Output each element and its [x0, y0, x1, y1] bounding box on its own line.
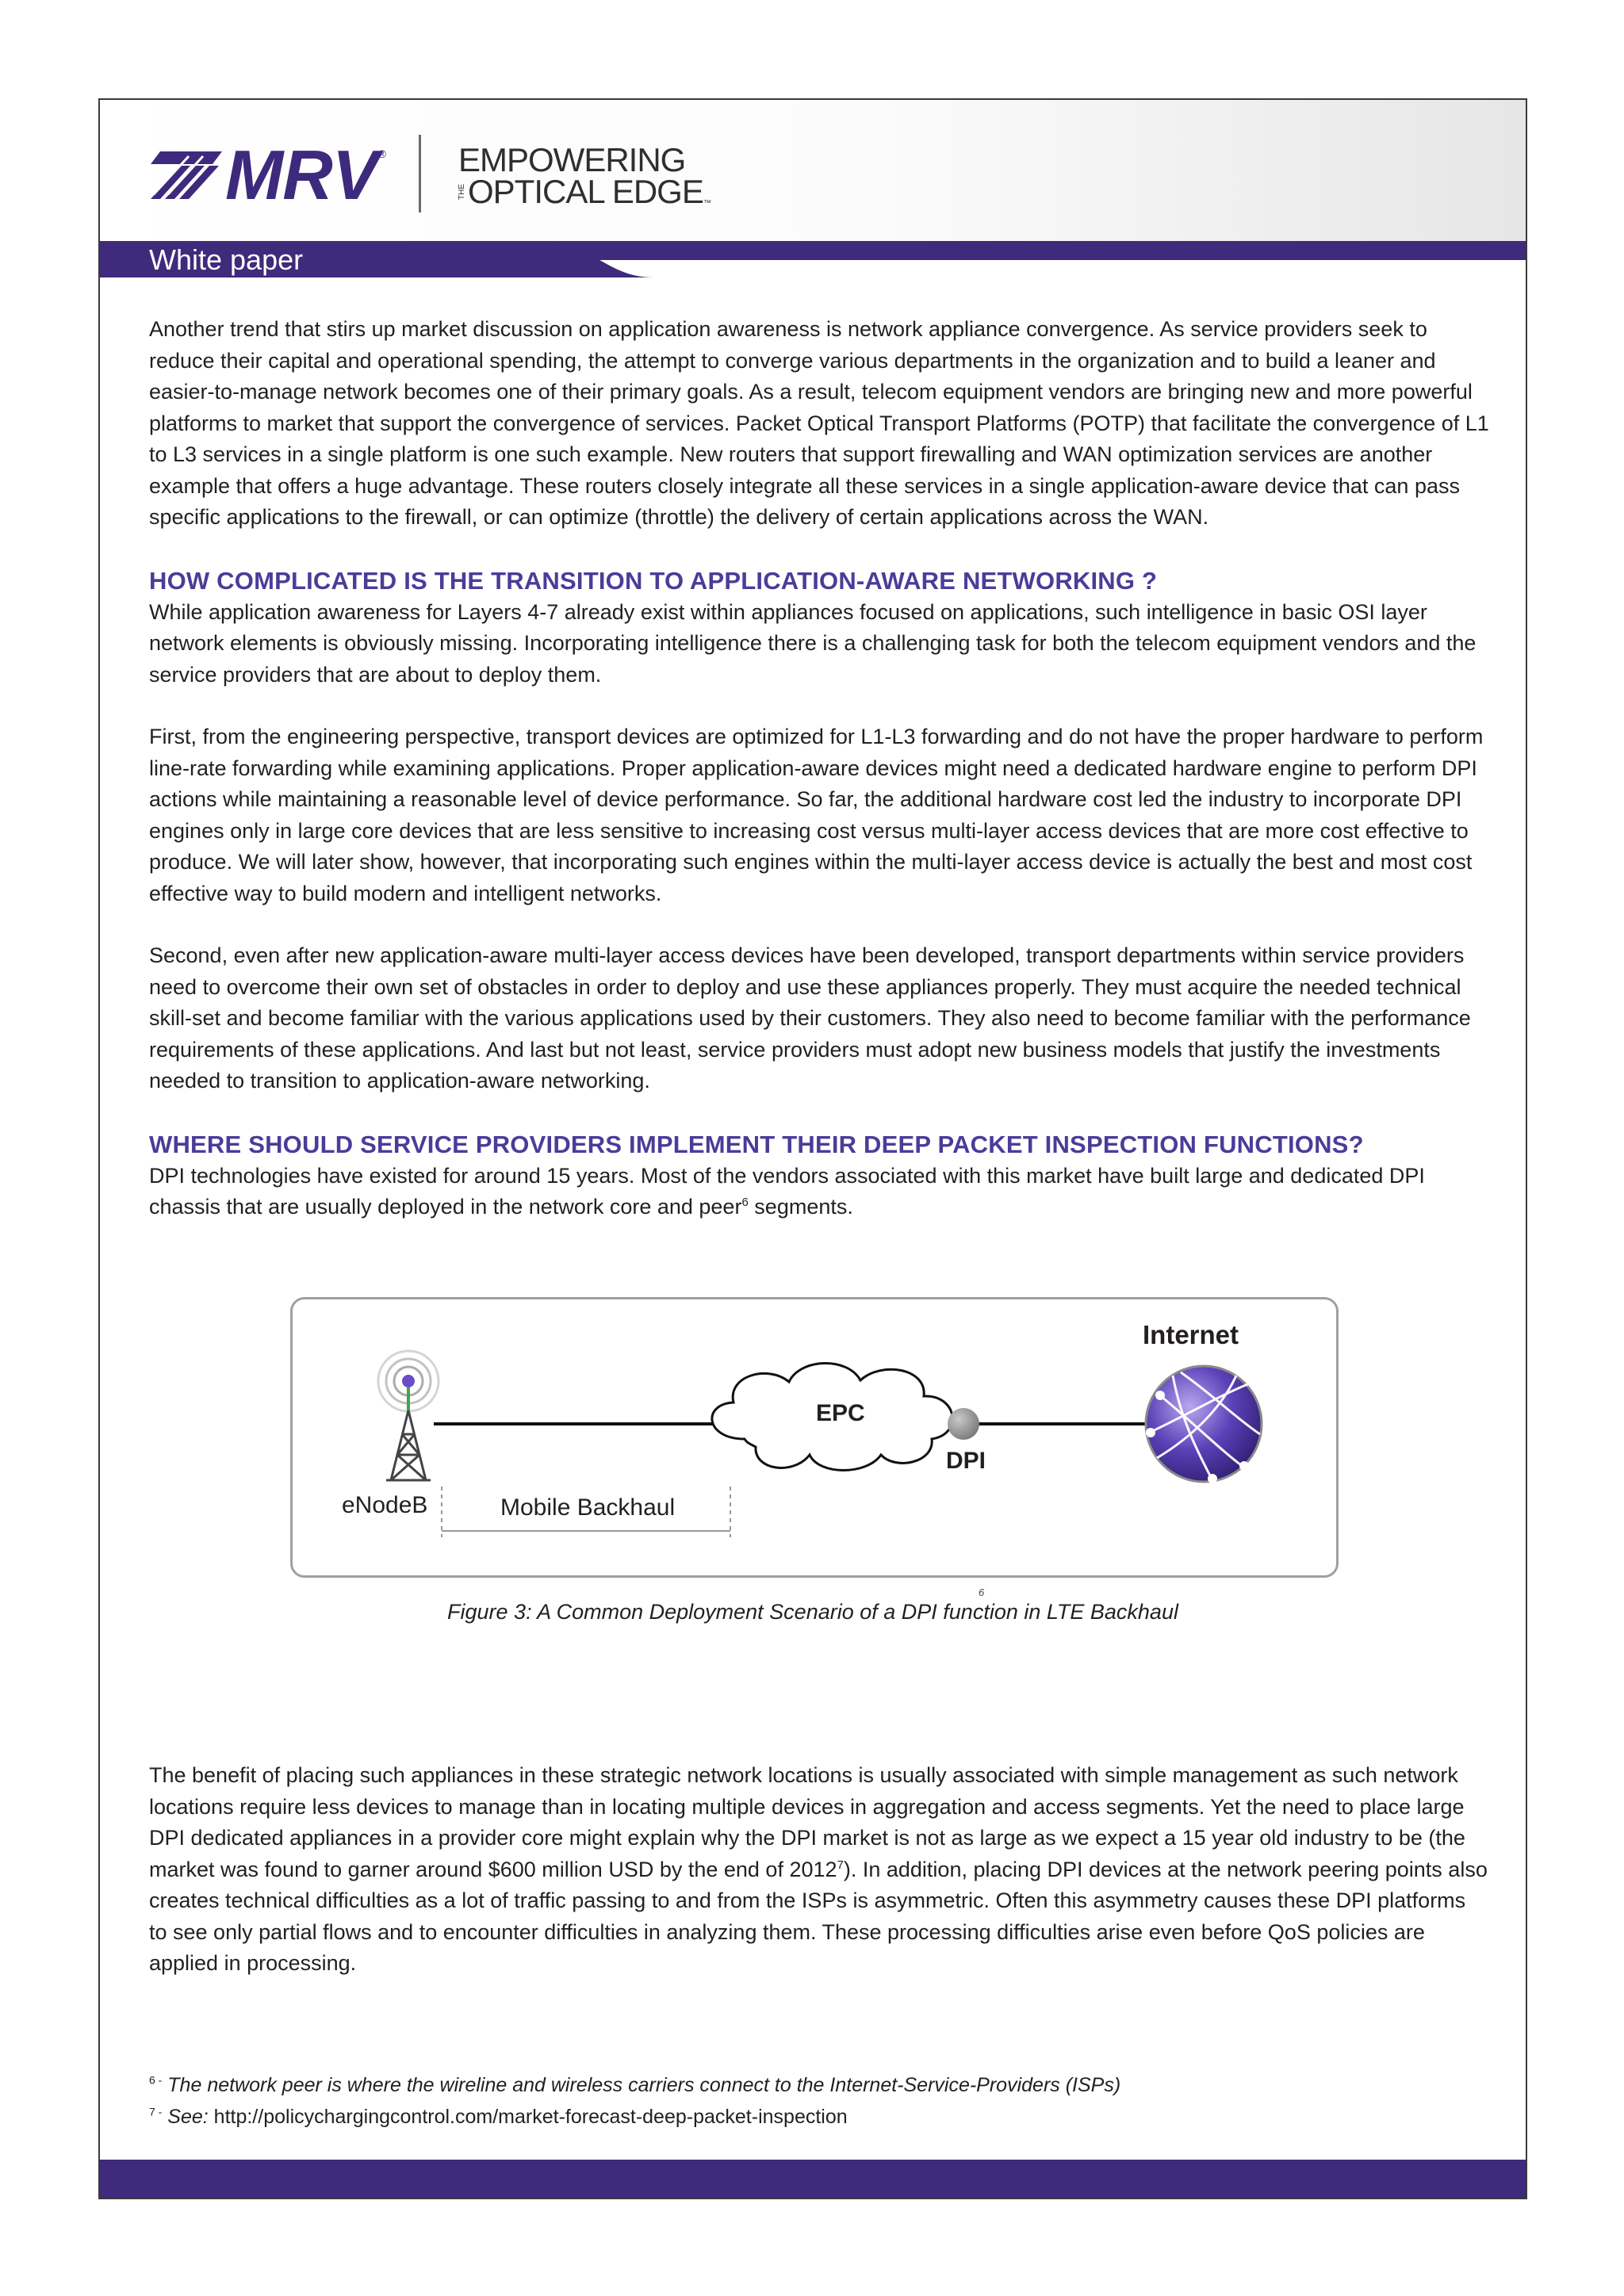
footnote-7-link[interactable]: http://policychargingcontrol.com/market-forecast-deep-packet-inspection [208, 2106, 848, 2128]
paragraph-awareness: While application awareness for Layers 4-7 already exist within appliances focused on applications, such intelligence in basic OSI layer network elements is obviously missing. Incorporating intelligence there is a challenging task for both the telecom equipment vendors and the service providers that are about to deploy them. [149, 599, 1477, 687]
footnote-7 [149, 2101, 1120, 2133]
mobile-backhaul-label: Mobile Backhaul [500, 1494, 676, 1521]
footnote-6-number: 6 - [149, 2073, 163, 2087]
body-content [149, 314, 1489, 1223]
cell-tower-icon [378, 1351, 439, 1480]
logo-registered-mark: ® [377, 147, 386, 160]
section-label: White paper [149, 243, 304, 276]
tagline-trademark: ™ [703, 199, 711, 208]
dpi-node-icon [948, 1408, 979, 1440]
paragraph-obstacles: Second, even after new application-aware multi-layer access devices have been developed, transport departments within service providers need to overcome their own set of obstacles in order to deploy and use these appliances properly. They must acquire the needed technical skill-set and become familiar with the various applications used by their customers. They also need to become familiar with the performance requirements of these applications. And last but not least, service providers must adopt new business models that justify the investments needed to transition to application-aware networking. [149, 943, 1471, 1093]
figure-note: 6 [979, 1586, 985, 1598]
paragraph-engineering: First, from the engineering perspective, transport devices are optimized for L1-L3 forwarding and do not have the proper hardware to perform line-rate forwarding while examining applications. Proper application-aware devices might need a dedicated hardware engine to perform DPI actions while maintaining a reasonable level of device performance. So far, the additional hardware cost led the industry to incorporate DPI engines only in large core devices that are less sensitive to increasing cost versus multi-layer access devices that are more cost effective to produce. We will later show, however, that incorporating such engines within the multi-layer access device is actually the best and most cost effective way to build modern and intelligent networks. [149, 725, 1484, 905]
footnote-6 [149, 2069, 1120, 2101]
mrv-logo [149, 136, 386, 214]
footnotes [149, 2069, 1120, 2133]
mrv-logo-mark-icon [149, 148, 224, 202]
logo-text: MRV [225, 136, 378, 214]
tagline-the: THE [458, 184, 466, 200]
paragraph-strategic-text: The benefit of placing such appliances in these strategic network locations is usually associated with simple management as such network locations require less devices to manage than in locating multiple devices in aggregation and access segments. Yet the need to place large DPI dedicated appliances in a provider core might explain why the DPI market is not as large as we expect a 15 year old industry to be (the market was found to garner around $600 million USD by the end of 2012 [149, 1763, 1465, 1881]
paragraph-dpi-history [149, 1161, 1489, 1223]
footnote-6-text: The network peer is where the wireline and wireless carriers connect to the Internet-Service-Providers (ISPs) [162, 2074, 1121, 2096]
tagline [458, 141, 711, 210]
figure-diagram [290, 1297, 1339, 1578]
paragraph-dpi-history-end: segments. [748, 1195, 853, 1219]
footnote-ref-7: 7 [837, 1858, 844, 1872]
heading-transition: HOW COMPLICATED IS THE TRANSITION TO APPLICATION-AWARE NETWORKING ? [149, 566, 1158, 595]
internet-label: Internet [1143, 1320, 1239, 1349]
dpi-label: DPI [946, 1448, 986, 1474]
page-frame [98, 98, 1527, 2199]
body-content-lower [149, 1760, 1489, 1980]
paragraph-strategic-end: ). In addition, placing DPI devices at the network peering points also creates technical difficulties as a lot of traffic passing to and from the ISPs is asymmetric. Often this asymmetry causes these DPI platforms to see only partial flows and to encounter difficulties in analyzing them. These processing difficulties arise even before QoS policies are applied in processing. [149, 1857, 1488, 1975]
header-band [100, 100, 1526, 241]
paragraph-dpi-history-text: DPI technologies have existed for around 15 years. Most of the vendors associated with this market have built large and dedicated DPI chassis that are usually deployed in the network core and peer [149, 1163, 1425, 1219]
section-bar [100, 241, 1526, 277]
bottom-bar [100, 2160, 1526, 2198]
enodeb-label: eNodeB [342, 1492, 428, 1518]
epc-label: EPC [816, 1400, 865, 1426]
tagline-line1: EMPOWERING [458, 141, 686, 178]
figure-caption: Figure 3: A Common Deployment Scenario of a DPI function in LTE Backhaul [447, 1600, 1178, 1624]
logo-divider [419, 135, 421, 212]
heading-dpi-location: WHERE SHOULD SERVICE PROVIDERS IMPLEMENT THEIR DEEP PACKET INSPECTION FUNCTIONS? [149, 1130, 1364, 1158]
internet-globe-icon [1146, 1366, 1262, 1483]
footnote-7-number: 7 - [149, 2105, 163, 2118]
paragraph-convergence: Another trend that stirs up market discussion on application awareness is network appliance convergence. As service providers seek to reduce their capital and operational spending, the attempt to converge various departments in the organization and to build a leaner and easier-to-manage network becomes one of their primary goals. As a result, telecom equipment vendors are bringing new and more powerful platforms to market that support the convergence of services. Packet Optical Transport Platforms (POTP) that facilitate the convergence of L1 to L3 services in a single platform is one such example. New routers that support firewalling and WAN optimization services are another example that offers a huge advantage. These routers closely integrate all these services in a single application-aware device that can pass specific applications to the firewall, or can optimize (throttle) the delivery of certain applications across the WAN. [149, 317, 1489, 529]
footnote-7-see: See: [162, 2106, 209, 2128]
tagline-line2: OPTICAL EDGE [468, 173, 703, 210]
footnote-ref-6: 6 [741, 1196, 749, 1209]
paragraph-strategic-locations [149, 1760, 1489, 1980]
